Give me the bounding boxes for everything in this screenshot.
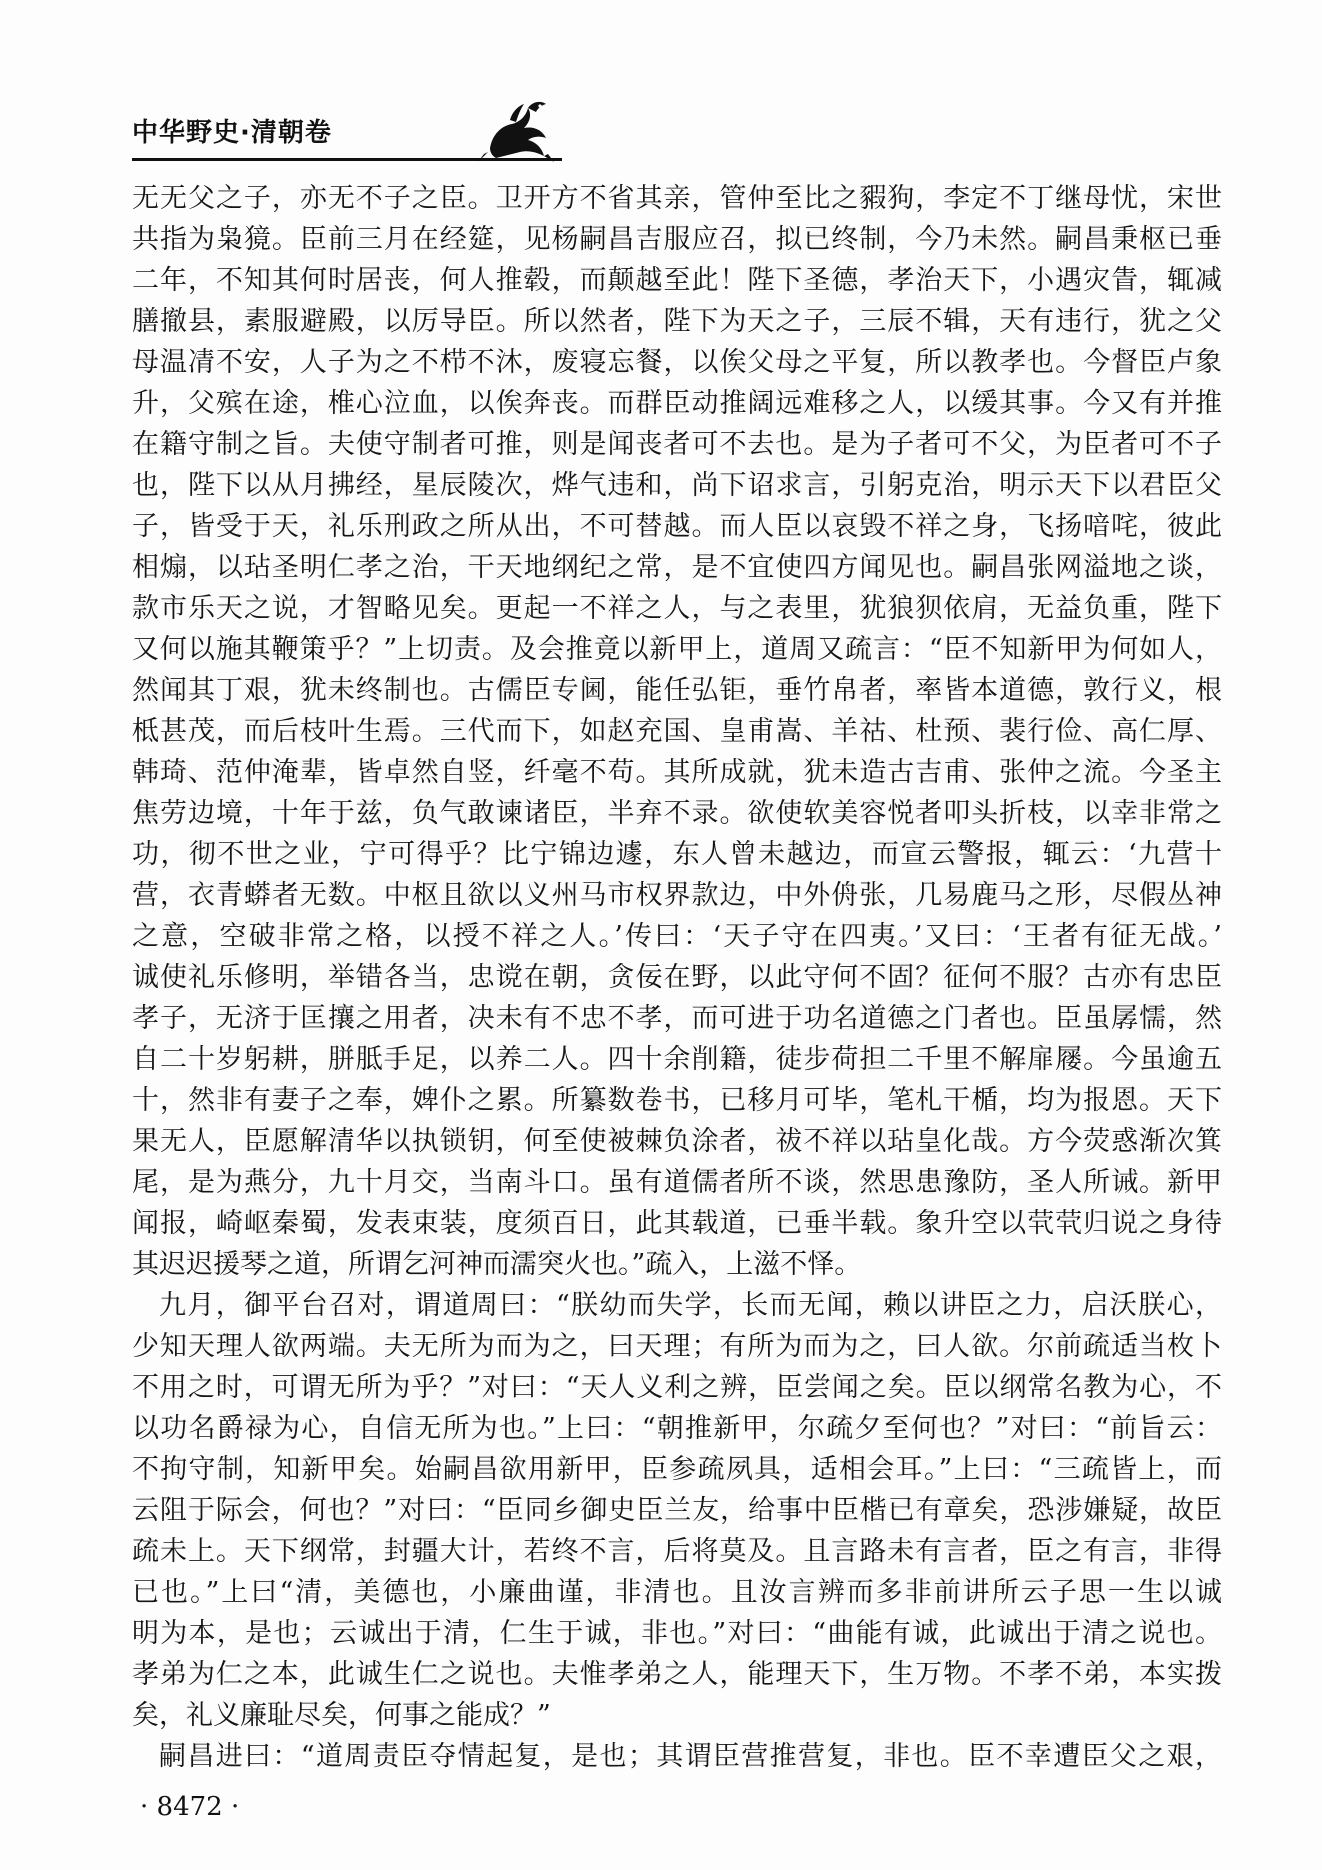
text-line: 焦劳边境，十年于兹，负气敢谏诸臣，半弃不录。欲使软美容悦者叩头折枝，以幸非常之 [132, 798, 1222, 829]
page-number: · 8472 · [140, 1792, 240, 1822]
text-line: 柢甚茂，而后枝叶生焉。三代而下，如赵充国、皇甫嵩、羊祜、杜预、裴行俭、高仁厚、 [132, 716, 1222, 747]
text-line: 母温凊不安，人子为之不栉不沐，废寝忘餐，以俟父母之平复，所以教孝也。今督臣卢象 [132, 347, 1222, 378]
paragraph-end-line: 其迟迟援琴之道，所谓乞河神而濡突火也。”疏入，上滋不怿。 [132, 1249, 862, 1280]
text-line: 又何以施其鞭策乎？”上切责。及会推竟以新甲上，道周又疏言：“臣不知新甲为何如人， [132, 634, 1222, 665]
paragraph-end-line: 矣，礼义廉耻尽矣，何事之能成？” [132, 1700, 551, 1731]
text-line: 果无人，臣愿解清华以执锁钥，何至使被棘负涂者，祓不祥以玷皇化哉。方今荧惑渐次箕 [132, 1126, 1222, 1157]
paragraph-start-line: 九月，御平台召对，谓道周曰：“朕幼而失学，长而无闻，赖以讲臣之力，启沃朕心， [159, 1290, 1222, 1321]
text-line: 尾，是为燕分，九十月交，当南斗口。虽有道儒者所不谈，然思患豫防，圣人所诫。新甲 [132, 1167, 1222, 1198]
text-line: 在籍守制之旨。夫使守制者可推，则是闻丧者可不去也。是为子者可不父，为臣者可不子 [132, 429, 1222, 460]
text-line: 二年，不知其何时居丧，何人推毂，而颠越至此！陛下圣德，孝治天下，小遇灾眚，辄减 [132, 265, 1222, 296]
text-line: 款市乐天之说，才智略见矣。更起一不祥之人，与之表里，犹狼狈依肩，无益负重，陛下 [132, 593, 1222, 624]
body-text [132, 178, 1222, 1777]
text-line: 之意，空破非常之格，以授不祥之人。’传曰：‘天子守在四夷。’又曰：‘王者有征无战。’ [132, 921, 1222, 952]
text-line: 无无父之子，亦无不子之臣。卫开方不省其亲，管仲至比之豭狗，李定不丁继母忧，宋世 [132, 183, 1222, 214]
text-line: 也，陛下以从月拂经，星辰陵次，烨气违和，尚下诏求言，引躬克治，明示天下以君臣父 [132, 470, 1222, 501]
text-line: 不用之时，可谓无所为乎？”对曰：“天人义利之辨，臣尝闻之矣。臣以纲常名教为心，不 [132, 1372, 1222, 1403]
text-line: 升，父殡在途，椎心泣血，以俟奔丧。而群臣动推阔远难移之人，以缓其事。今又有并推 [132, 388, 1222, 419]
running-head-title: 中华野史·清朝卷 [132, 118, 332, 148]
text-line: 功，彻不世之业，宁可得乎？比宁锦边遽，东人曾未越边，而宣云警报，辄云：‘九营十 [132, 839, 1222, 870]
header-rule [132, 158, 562, 161]
text-line: 十，然非有妻子之奉，婢仆之累。所纂数卷书，已移月可毕，笔札干楯，均为报恩。天下 [132, 1085, 1222, 1116]
text-line: 孝子，无济于匡攘之用者，决未有不忠不孝，而可进于功名道德之门者也。臣虽孱懦，然 [132, 1003, 1222, 1034]
dragon-emblem-icon [470, 96, 570, 166]
text-line: 自二十岁躬耕，胼胝手足，以养二人。四十余削籍，徒步荷担二千里不解扉屦。今虽逾五 [132, 1044, 1222, 1075]
text-line: 膳撤县，素服避殿，以厉导臣。所以然者，陛下为天之子，三辰不辑，天有违行，犹之父 [132, 306, 1222, 337]
text-line: 营，衣青蟒者无数。中枢且欲以义州马市权界款边，中外侜张，几易鹿马之形，尽假丛神 [132, 880, 1222, 911]
text-line: 孝弟为仁之本，此诚生仁之说也。夫惟孝弟之人，能理天下，生万物。不孝不弟，本实拨 [132, 1659, 1222, 1690]
text-line: 子，皆受于天，礼乐刑政之所从出，不可替越。而人臣以哀毁不祥之身，飞扬喑咤，彼此 [132, 511, 1222, 542]
text-line: 少知天理人欲两端。夫无所为而为之，曰天理；有所为而为之，曰人欲。尔前疏适当枚卜 [132, 1331, 1222, 1362]
paragraph-start-line: 嗣昌进曰：“道周责臣夺情起复，是也；其谓臣营推营复，非也。臣不幸遭臣父之艰， [159, 1741, 1222, 1772]
text-line: 闻报，崎岖秦蜀，发表束装，度须百日，此其载道，已垂半载。象升空以茕茕归说之身待 [132, 1208, 1222, 1239]
text-line: 疏未上。天下纲常，封疆大计，若终不言，后将莫及。且言路未有言者，臣之有言，非得 [132, 1536, 1222, 1567]
text-line: 共指为枭獍。臣前三月在经筵，见杨嗣昌吉服应召，拟已终制，今乃未然。嗣昌秉枢已垂 [132, 224, 1222, 255]
text-line: 以功名爵禄为心，自信无所为也。”上曰：“朝推新甲，尔疏夕至何也？”对曰：“前旨云： [132, 1413, 1222, 1444]
text-line: 云阻于际会，何也？”对曰：“臣同乡御史臣兰友，给事中臣楷已有章矣，恐涉嫌疑，故臣 [132, 1495, 1222, 1526]
text-line: 诚使礼乐修明，举错各当，忠谠在朝，贪佞在野，以此守何不固？征何不服？古亦有忠臣 [132, 962, 1222, 993]
text-line: 已也。”上曰“清，美德也，小廉曲谨，非清也。且汝言辨而多非前讲所云子思一生以诚 [132, 1577, 1222, 1608]
text-line: 相煽，以玷圣明仁孝之治，干天地纲纪之常，是不宜使四方闻见也。嗣昌张网溢地之谈， [132, 552, 1222, 583]
text-line: 不拘守制，知新甲矣。始嗣昌欲用新甲，臣参疏夙具，适相会耳。”上曰：“三疏皆上，而 [132, 1454, 1222, 1485]
text-line: 然闻其丁艰，犹未终制也。古儒臣专阃，能任弘钜，垂竹帛者，率皆本道德，敦行义，根 [132, 675, 1222, 706]
text-line: 明为本，是也；云诚出于清，仁生于诚，非也。”对曰：“曲能有诚，此诚出于清之说也。 [132, 1618, 1222, 1649]
text-line: 韩琦、范仲淹辈，皆卓然自竖，纤毫不苟。其所成就，犹未造古吉甫、张仲之流。今圣主 [132, 757, 1222, 788]
